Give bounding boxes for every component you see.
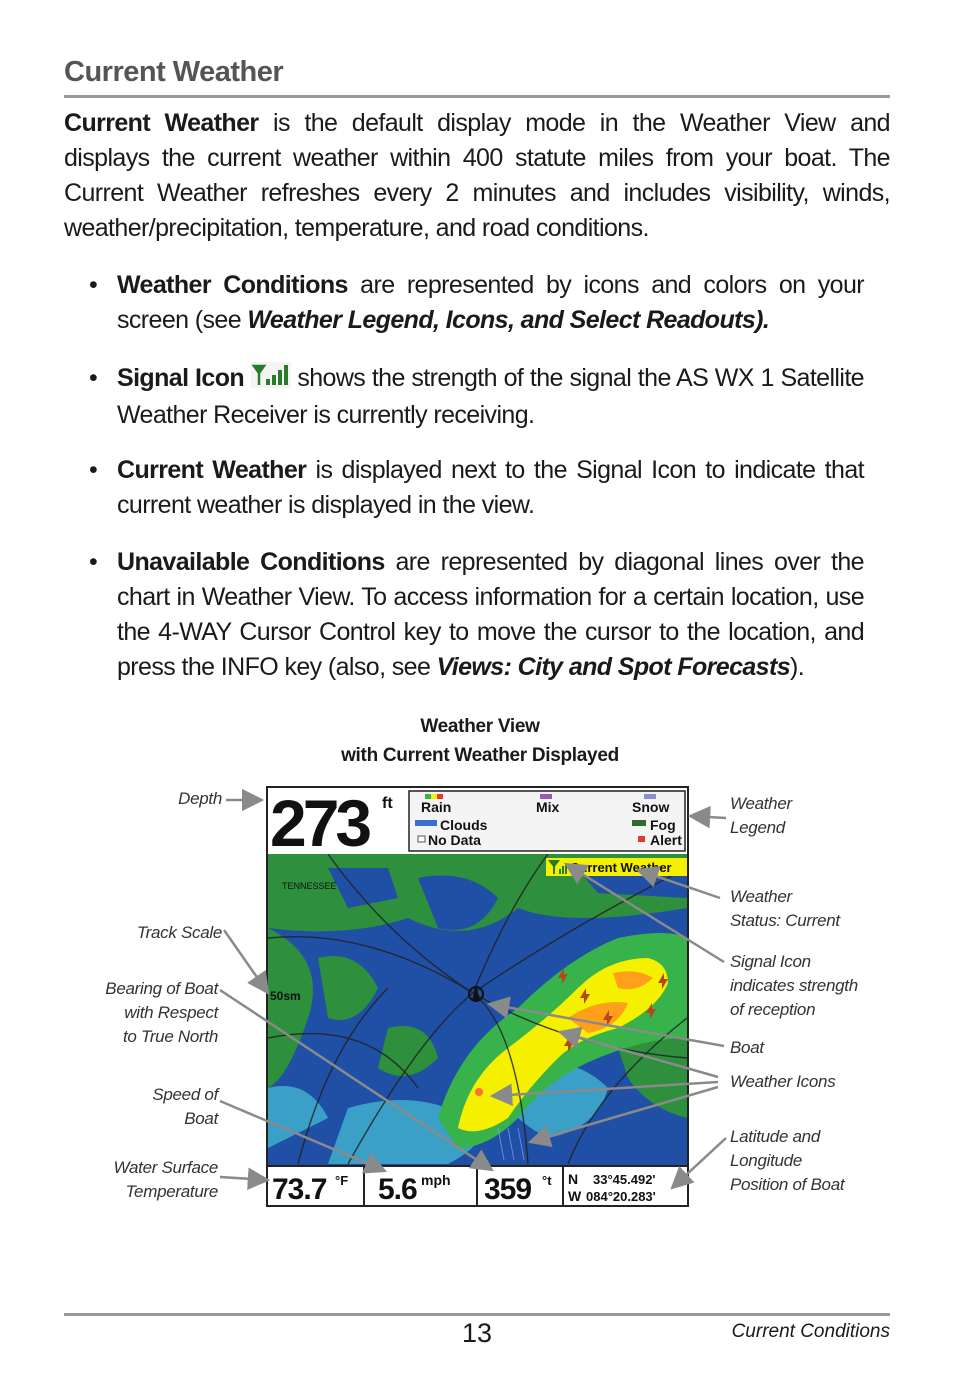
callout-signal-icon: Signal Icon indicates strength of reception: [730, 952, 858, 1019]
legend-no-data: No Data: [428, 832, 481, 848]
bearing-unit: °t: [542, 1173, 552, 1188]
bullet-dot: •: [89, 548, 98, 576]
legend-fog: Fog: [650, 817, 676, 833]
lon-hemisphere: W: [568, 1188, 582, 1204]
caption-line-2: with Current Weather Displayed: [341, 745, 619, 766]
bullet-tail: ).: [790, 653, 805, 681]
callout-weather-status: Weather Status: Current: [730, 887, 840, 930]
depth-unit: ft: [382, 795, 393, 812]
speed-readout: 5.6: [378, 1173, 417, 1205]
cross-reference: Views: City and Spot Forecasts: [436, 653, 791, 681]
bearing-readout: 359: [484, 1173, 532, 1205]
caption-line-1: Weather View: [420, 716, 540, 737]
temperature-unit: °F: [335, 1173, 349, 1188]
lat-hemisphere: N: [568, 1171, 579, 1187]
depth-readout: 273: [270, 788, 369, 860]
bullet-text: is displayed next to the Signal Icon to indicate that current weather is displayed in the view.: [117, 456, 864, 519]
bullet-lead: Weather Conditions: [117, 271, 348, 299]
legend-rain: Rain: [421, 799, 452, 815]
legend-alert: Alert: [650, 832, 682, 848]
track-scale: 50sm: [270, 989, 301, 1003]
temperature-readout: 73.7: [272, 1173, 327, 1205]
bullet-dot: •: [89, 456, 98, 484]
legend-clouds: Clouds: [440, 817, 488, 833]
latitude: 33°45.492': [593, 1172, 656, 1187]
status-text: Current Weather: [570, 860, 672, 875]
bullet-dot: •: [89, 364, 98, 392]
callout-weather-icons: Weather Icons: [730, 1072, 836, 1091]
callout-boat: Boat: [730, 1038, 764, 1057]
legend-mix: Mix: [536, 799, 560, 815]
bullet-text: shows the strength of the signal the AS WX 1 Satellite Weather Receiver is currently receiving.: [117, 364, 864, 429]
callout-speed: Speed of Boat: [152, 1085, 218, 1128]
bullet-lead: Current Weather: [117, 456, 307, 484]
cross-reference: Weather Legend, Icons, and Select Readouts).: [247, 306, 770, 334]
footer-rule: [64, 1313, 890, 1316]
callout-temperature: Water Surface Temperature: [113, 1158, 218, 1201]
longitude: 084°20.283': [586, 1189, 656, 1204]
page-number: 13: [461, 1318, 493, 1348]
callout-track-scale: Track Scale: [136, 923, 222, 942]
callout-lat-lon: Latitude and Longitude Position of Boat: [730, 1127, 845, 1194]
bullet-text: are represented by diagonal lines over the chart in Weather View. To access information for a certain location, use the 4-WAY Cursor Control key to move the cursor to the location, and press the INFO key (also, see: [117, 548, 864, 681]
bullet-text: are represented by icons and colors on your screen (see: [117, 271, 865, 334]
bullet-dot: •: [89, 271, 98, 299]
bullet-lead: Signal Icon: [117, 364, 245, 392]
callout-weather-legend: Weather Legend: [730, 794, 792, 837]
callout-bearing: Bearing of Boat with Respect to True North: [105, 979, 218, 1046]
page-title: Current Weather: [64, 56, 284, 88]
intro-lead: Current Weather: [64, 109, 259, 137]
callout-depth: Depth: [178, 789, 222, 808]
intro-text: is the default display mode in the Weather View and displays the current weather within 400 statute miles from your boat. The Current Weather refreshes every 2 minutes and includes visibility, winds, weather/precipitation, temperature, and road conditions.: [64, 109, 890, 242]
bullet-lead: Unavailable Conditions: [117, 548, 385, 576]
section-name: Current Conditions: [731, 1321, 890, 1342]
speed-unit: mph: [421, 1172, 451, 1188]
legend-snow: Snow: [632, 799, 670, 815]
state-label: TENNESSEE: [282, 881, 337, 891]
